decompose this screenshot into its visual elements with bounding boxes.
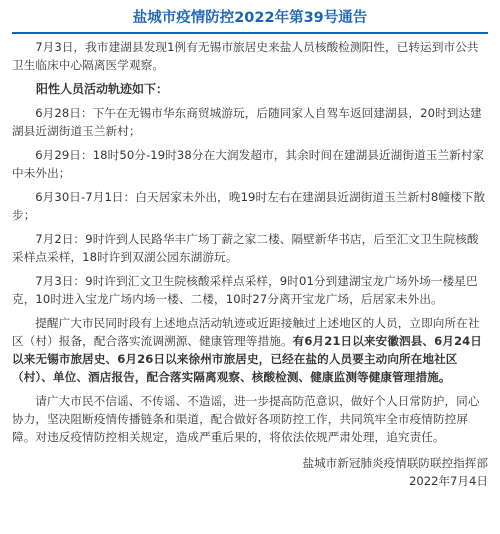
track-item: 6月28日：下午在无锡市华东商贸城游玩，后随同家人自驾车返回建湖县，20时到达建湖县近湖街道玉兰新村； — [12, 106, 482, 138]
track-item: 6月30日-7月1日：白天居家未外出，晚19时左右在建湖县近湖街道玉兰新村8幢楼下散步； — [12, 190, 486, 222]
appeal-paragraph: 请广大市民不信谣、不传谣、不造谣，进一步提高防范意识，做好个人日常防护，同心协力，坚决阻断疫情传播链条和渠道，配合做好各项防控工作，共同筑牢全市疫情防控屏障。对违反疫情防控相关规定，造成严重后果的，将依法依规严肃处理，追究责任。 — [12, 394, 480, 444]
track-item: 7月2日：9时许到人民路华丰广场丁薪之家二楼、隔壁新华书店，后至汇文卫生院核酸采样点采样，18时许到双湖公园东湖游玩。 — [12, 232, 479, 264]
title-divider — [12, 32, 488, 34]
reminder-paragraph — [12, 314, 488, 386]
reminder-bold-text: 有6月21日以来安徽泗县、6月24日以来无锡市旅居史、6月26日以来徐州市旅居史，已经在盐的人员要主动向所在地社区（村）、单位、酒店报告，配合落实隔离观察、核酸检测、健康监测等健康管理措施。 — [12, 334, 482, 384]
intro-paragraph: 7月3日，我市建湖县发现1例有无锡市旅居史来盐人员核酸检测阳性，已转运到市公共卫生临床中心隔离医学观察。 — [12, 40, 479, 72]
notice-date: 2022年7月4日 — [408, 474, 488, 488]
signature: 盐城市新冠肺炎疫情联防联控指挥部 — [302, 456, 488, 470]
track-item: 7月3日：9时许到汇文卫生院核酸采样点采样，9时01分到建湖宝龙广场外场一楼星巴克，10时进入宝龙广场内场一楼、二楼，10时27分离开宝龙广场，后居家未外出。 — [12, 274, 478, 306]
track-item: 6月29日：18时50分-19时38分在大润发超市，其余时间在建湖县近湖街道玉兰新村家中未外出； — [12, 148, 485, 180]
notice-title: 盐城市疫情防控2022年第39号通告 — [132, 10, 368, 26]
reminder-text: 提醒广大市民同时段有上述地点活动轨迹或近距接触过上述地区的人员，立即向所在社区（村）报备，配合落实流调溯源、健康管理等措施。 — [12, 316, 480, 348]
track-heading: 阳性人员活动轨迹如下： — [36, 82, 169, 96]
